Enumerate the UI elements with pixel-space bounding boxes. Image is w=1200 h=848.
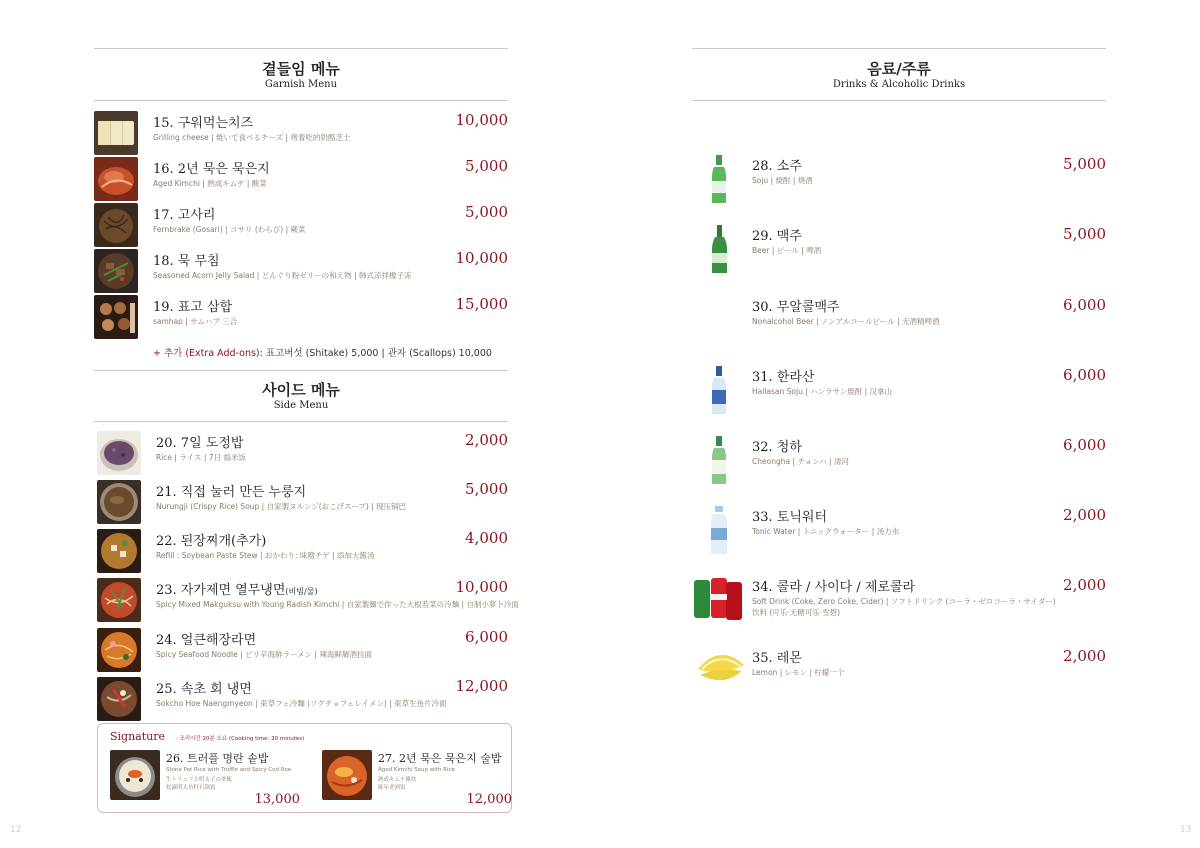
item-name: 17. 고사리 <box>153 208 216 223</box>
menu-item-23 <box>97 578 519 624</box>
hallasan-bottle-icon <box>690 366 750 416</box>
drink-desc: Soju | 焼酎 | 烧酒 <box>752 176 813 185</box>
rice-photo <box>97 431 141 475</box>
item-name <box>156 579 318 598</box>
tonic-bottle-icon <box>690 506 750 556</box>
acorn-jelly-photo <box>94 249 138 293</box>
menu-item-21 <box>97 480 508 526</box>
item-price: 6,000 <box>465 628 508 646</box>
drink-item-32 <box>690 436 1106 486</box>
addons-text: 표고버섯 (Shitake) 5,000 | 관자 (Scallops) 10,000 <box>265 348 492 359</box>
drinks-header <box>692 60 1106 92</box>
drink-item-33 <box>690 506 1106 556</box>
signature-item-desc-ja: 生トリュフと明太子の釜飯 <box>166 777 232 783</box>
signature-cooking-time: · 조리시간 20분 소요 (Cooking time: 20 minutes) <box>176 736 305 742</box>
drink-price: 2,000 <box>1063 576 1106 594</box>
item-name: 18. 묵 무침 <box>153 254 220 269</box>
menu-item-18 <box>94 249 508 295</box>
samhap-photo <box>94 295 138 339</box>
side-top-rule <box>94 370 508 371</box>
side-header <box>94 381 508 413</box>
fernbrake-photo <box>94 203 138 247</box>
drinks-title-en: Drinks & Alcoholic Drinks <box>832 79 966 90</box>
drink-name: 30. 무알콜맥주 <box>752 300 840 315</box>
side-bottom-rule <box>94 421 508 422</box>
menu-item-15 <box>94 111 508 157</box>
drink-name: 34. 콜라 / 사이다 / 제로콜라 <box>752 580 916 595</box>
drink-item-28 <box>690 155 1106 205</box>
drink-desc: Tonic Water | トニックウォーター | 汤力水 <box>752 527 900 536</box>
item-price: 2,000 <box>465 431 508 449</box>
drinks-top-rule <box>692 48 1106 49</box>
drink-item-34 <box>690 576 1106 626</box>
drink-price: 5,000 <box>1063 225 1106 243</box>
drink-desc: Cheongha | チョンハ | 清河 <box>752 457 849 466</box>
drink-item-29 <box>690 225 1106 275</box>
nurungji-photo <box>97 480 141 524</box>
signature-item-desc-zh: 松露明太鱼籽石锅饭 <box>166 785 216 791</box>
addons-label: + 추가 (Extra Add-ons): <box>153 348 263 359</box>
drink-price: 2,000 <box>1063 647 1106 665</box>
drink-price: 2,000 <box>1063 506 1106 524</box>
menu-item-25 <box>97 677 508 723</box>
kimchi-soup-rice-photo <box>322 750 372 800</box>
drink-item-30 <box>690 296 1106 346</box>
drinks-bottom-rule <box>692 100 1106 101</box>
item-price: 10,000 <box>455 249 508 267</box>
signature-item-name: 27. 2년 묵은 묵은지 술밥 <box>378 752 502 765</box>
drink-price: 5,000 <box>1063 155 1106 173</box>
item-desc: Spicy Seafood Noodle | ピリ辛海鮮ラーメン | 辣海鲜解酒拉面 <box>156 650 372 659</box>
drink-name: 29. 맥주 <box>752 229 802 244</box>
item-desc: Sokcho Hoe Naengmyeon | 束草フェ冷麵 (ソクチョフェレイメン) | 束草生鱼片冷面 <box>156 699 447 708</box>
drink-desc: Lemon | レモン | 柠檬一个 <box>752 668 845 677</box>
item-price: 10,000 <box>455 578 508 596</box>
sokcho-naengmyeon-photo <box>97 677 141 721</box>
signature-item-desc-zh: 陈年老酒饭 <box>378 785 406 791</box>
item-name: 16. 2년 묵은 묵은지 <box>153 162 270 177</box>
signature-item-price: 12,000 <box>466 792 512 807</box>
menu-item-17 <box>94 203 508 249</box>
drink-item-31 <box>690 366 1106 416</box>
page-number-left: 12 <box>10 825 22 835</box>
item-name: 19. 표고 삼합 <box>153 300 233 315</box>
item-desc: Seasoned Acorn Jelly Salad | どんぐり粉ゼリーの和え物 | 韩式凉拌橡子冻 <box>153 271 412 280</box>
drink-price: 6,000 <box>1063 296 1106 314</box>
item-name-text: 23. 자가제면 열무냉면 <box>156 583 286 598</box>
cheongha-bottle-icon <box>690 436 750 486</box>
drink-desc-2: 饮料 (可乐·无糖可乐·雪碧) <box>752 608 841 617</box>
soju-bottle-icon <box>690 155 750 205</box>
item-desc: Fernbrake (Gosari) | コサリ (わらび) | 蕨菜 <box>153 225 306 234</box>
soda-cans-icon <box>690 576 750 626</box>
page-number-right: 13 <box>1180 825 1192 835</box>
signature-item-price: 13,000 <box>254 792 300 807</box>
drink-desc: Nonalcohol Beer | ノンアルコールビール | 无酒精啤酒 <box>752 317 940 326</box>
item-price: 12,000 <box>455 677 508 695</box>
item-desc: Refill : Soybean Paste Stew | おかわり: 味噌チゲ | 添加大酱汤 <box>156 551 375 560</box>
radish-noodle-photo <box>97 578 141 622</box>
item-name: 24. 얼큰해장라면 <box>156 633 257 648</box>
item-price: 5,000 <box>465 480 508 498</box>
item-name: 21. 직접 눌러 만든 누룽지 <box>156 485 307 500</box>
item-price: 5,000 <box>465 157 508 175</box>
extra-addons-line <box>153 345 492 359</box>
drink-price: 6,000 <box>1063 366 1106 384</box>
item-desc: Nurungji (Crispy Rice) Soup | 自家製ヌルンジ(おこげスープ) | 现压锅巴 <box>156 502 407 511</box>
item-desc: Aged Kimchi | 熟成キムチ | 酸菜 <box>153 179 267 188</box>
drink-price: 6,000 <box>1063 436 1106 454</box>
signature-item-desc-en: Stone Pot Rice with Truffle and Spicy Cod Roe <box>166 767 292 773</box>
item-name: 15. 구워먹는치즈 <box>153 116 254 131</box>
signature-item-27 <box>322 750 512 808</box>
drink-item-35 <box>690 647 1106 697</box>
item-desc: samhap | サムハプ 三合 <box>153 317 238 326</box>
garnish-title-ko: 곁들임 메뉴 <box>262 60 340 78</box>
item-price: 5,000 <box>465 203 508 221</box>
signature-item-26 <box>110 750 300 808</box>
item-desc: Grilling cheese | 焼いて食べるチーズ | 烤着吃的奶酪芝士 <box>153 133 351 142</box>
item-price: 15,000 <box>455 295 508 313</box>
drink-name: 33. 토닉워터 <box>752 510 828 525</box>
garnish-top-rule <box>94 48 508 49</box>
drink-desc: Beer | ビール | 啤酒 <box>752 246 822 255</box>
menu-item-16 <box>94 157 508 203</box>
seafood-noodle-photo <box>97 628 141 672</box>
menu-item-24 <box>97 628 508 674</box>
aged-kimchi-photo <box>94 157 138 201</box>
soybean-stew-photo <box>97 529 141 573</box>
signature-item-desc-ja: 熟成キムチ雑炊 <box>378 777 417 783</box>
signature-item-name: 26. 트러플 명란 솥밥 <box>166 752 269 765</box>
menu-item-20 <box>97 431 508 477</box>
garnish-bottom-rule <box>94 100 508 101</box>
signature-title: Signature <box>110 730 166 743</box>
drink-name: 35. 레몬 <box>752 651 802 666</box>
signature-box <box>97 723 512 813</box>
menu-item-22 <box>97 529 508 575</box>
beer-bottle-icon <box>690 225 750 275</box>
lemon-wedge-icon <box>690 647 750 697</box>
garnish-header <box>94 60 508 92</box>
drink-name: 32. 청하 <box>752 440 802 455</box>
item-price: 4,000 <box>465 529 508 547</box>
side-title-ko: 사이드 메뉴 <box>262 381 340 399</box>
drink-desc: Hallasan Soju | ハンラサン焼酎 | 汉拿山 <box>752 387 893 396</box>
item-name: 22. 된장찌개(추가) <box>156 534 267 549</box>
item-desc: Rice | ライス | 7日 捣米饭 <box>156 453 246 462</box>
drink-desc: Soft Drink (Coke, Zero Coke, Cider) | ソフトドリンク (コーラ・ゼロコーラ・サイダー) <box>752 597 1056 606</box>
drink-name: 28. 소주 <box>752 159 802 174</box>
menu-item-19 <box>94 295 508 341</box>
truffle-pot-rice-photo <box>110 750 160 800</box>
garnish-title-en: Garnish Menu <box>264 79 338 90</box>
drinks-title-ko: 음료/주류 <box>867 60 931 78</box>
grilled-cheese-photo <box>94 111 138 155</box>
item-name-tag: (비빔/물) <box>285 587 318 596</box>
item-name: 20. 7일 도정밥 <box>156 436 244 451</box>
item-name: 25. 속초 회 냉면 <box>156 682 252 697</box>
drink-name: 31. 한라산 <box>752 370 815 385</box>
side-title-en: Side Menu <box>273 400 329 411</box>
item-price: 10,000 <box>455 111 508 129</box>
signature-item-desc-en: Aged Kimchi Soup with Rice <box>378 767 455 773</box>
item-desc: Spicy Mixed Makguksu with Young Radish Kimchi | 自家製麺で作った大根若菜の冷麺 | 自制小萝卜冷面 <box>156 600 519 609</box>
